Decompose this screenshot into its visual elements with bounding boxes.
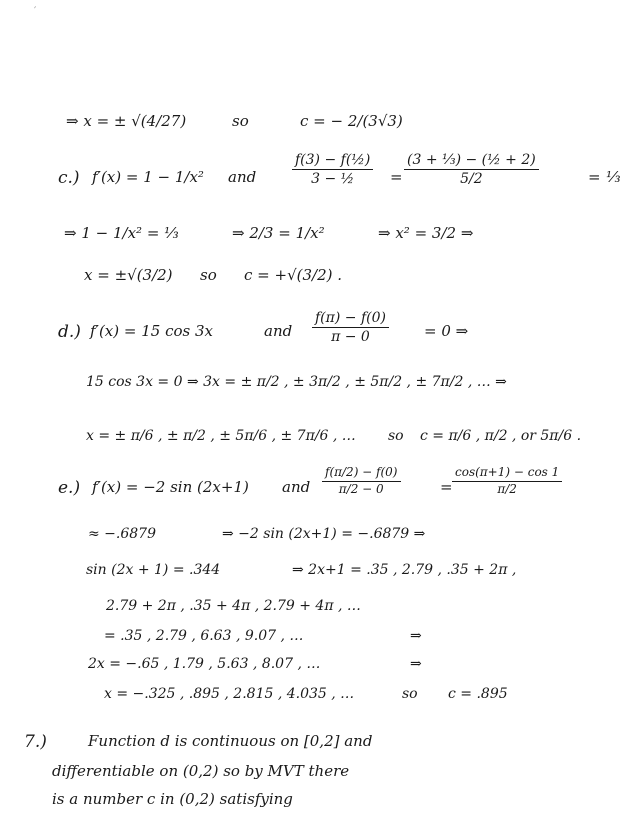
c-c-value: c = +√(3/2) .	[244, 266, 343, 284]
c-frac1-numerator: f(3) − f(½)	[292, 152, 373, 170]
d-c-values: c = π/6 , π/2 , or 5π/6 .	[420, 428, 582, 444]
e-2x1-more-values: 2.79 + 2π , .35 + 4π , 2.79 + 4π , …	[106, 598, 361, 614]
d-difference-quotient	[312, 310, 389, 345]
e-evaluated-quotient	[452, 466, 562, 497]
e-sin-value: sin (2x + 1) = .344	[86, 562, 221, 578]
e-numeric-values: = .35 , 2.79 , 6.63 , 9.07 , …	[104, 628, 304, 644]
c-evaluated-quotient	[404, 152, 539, 187]
p7-text-3: is a number c in (0,2) satisfying	[52, 790, 293, 808]
d-after: = 0 ⇒	[424, 322, 469, 340]
e-equation: ⇒ −2 sin (2x+1) = −.6879 ⇒	[222, 526, 426, 542]
c-result: ⅓	[606, 168, 621, 186]
e-frac2-numerator: cos(π+1) − cos 1	[452, 466, 562, 482]
d-frac-numerator: f(π) − f(0)	[312, 310, 389, 328]
c-eq-1: =	[390, 168, 403, 186]
d-and: and	[264, 322, 293, 340]
e-and: and	[282, 478, 311, 496]
c-difference-quotient	[292, 152, 373, 187]
e-2x1-values: ⇒ 2x+1 = .35 , 2.79 , .35 + 2π ,	[292, 562, 517, 578]
c-x-solution: x = ±√(3/2)	[84, 266, 173, 284]
e-frac1-numerator: f(π/2) − f(0)	[322, 466, 401, 482]
e-eq: =	[440, 478, 453, 496]
e-2x-values: 2x = −.65 , 1.79 , 5.63 , 8.07 , …	[88, 656, 321, 672]
c-and: and	[228, 168, 257, 186]
c-step-3: ⇒ x² = 3/2 ⇒	[378, 224, 474, 242]
p7-text-1: Function d is continuous on [0,2] and	[88, 732, 373, 750]
e-derivative: f′(x) = −2 sin (2x+1)	[92, 478, 249, 496]
b-x-solution: ⇒ x = ± √(4/27)	[66, 112, 187, 130]
e-frac2-denominator: π/2	[497, 481, 517, 496]
c-step-2: ⇒ 2/3 = 1/x²	[232, 224, 325, 242]
e-label: e.)	[58, 478, 81, 498]
d-frac-denominator: π − 0	[331, 329, 370, 346]
p7-text-2: differentiable on (0,2) so by MVT there	[52, 762, 350, 780]
e-x-values: x = −.325 , .895 , 2.815 , 4.035 , …	[104, 686, 355, 702]
e-difference-quotient	[322, 466, 401, 497]
c-derivative: f′(x) = 1 − 1/x²	[92, 168, 204, 186]
c-frac2-denominator: 5/2	[460, 171, 483, 188]
c-frac2-numerator: (3 + ⅓) − (½ + 2)	[404, 152, 539, 170]
corner-mark: ′	[34, 6, 37, 17]
b-c-value: c = − 2/(3√3)	[300, 112, 403, 130]
d-so: so	[388, 428, 404, 444]
d-label: d.)	[58, 322, 81, 342]
d-derivative: f′(x) = 15 cos 3x	[90, 322, 213, 340]
e-arrow-2: ⇒	[410, 656, 422, 672]
c-eq-2: =	[588, 168, 601, 186]
c-frac1-denominator: 3 − ½	[311, 171, 355, 188]
c-step-1: ⇒ 1 − 1/x² = ⅓	[64, 224, 179, 242]
d-solve-3x: 15 cos 3x = 0 ⇒ 3x = ± π/2 , ± 3π/2 , ± 5π/2 , ± 7π/2 , … ⇒	[86, 374, 507, 390]
e-c-value: c = .895	[448, 686, 508, 702]
e-arrow-1: ⇒	[410, 628, 422, 644]
b-so: so	[232, 112, 249, 130]
e-frac1-denominator: π/2 − 0	[338, 481, 384, 496]
c-so: so	[200, 266, 217, 284]
p7-label: 7.)	[24, 732, 47, 752]
e-approx-value: ≈ −.6879	[88, 526, 156, 542]
d-x-solutions: x = ± π/6 , ± π/2 , ± 5π/6 , ± 7π/6 , …	[86, 428, 356, 444]
c-label: c.)	[58, 168, 80, 188]
e-so: so	[402, 686, 418, 702]
